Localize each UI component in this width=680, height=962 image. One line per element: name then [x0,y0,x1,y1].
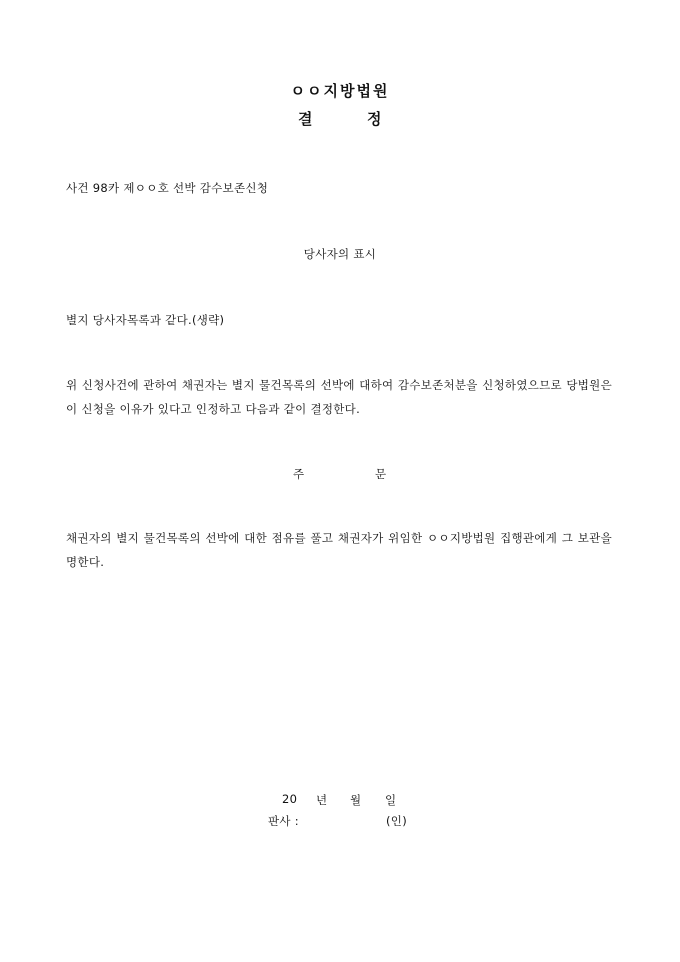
order-heading-char-1: 주 [293,467,305,481]
order-heading-char-2: 문 [375,467,387,481]
document-type-char-2: 정 [367,110,382,128]
date-month-unit: 월 [350,793,362,807]
court-name: ㅇㅇ지방법원 [290,82,390,100]
date-day-unit: 일 [385,793,397,807]
date-year-unit: 년 [316,793,328,807]
parties-heading: 당사자의 표시 [303,247,377,261]
judge-label: 판사 : [268,814,299,828]
case-line: 사건 98카 제ㅇㅇ호 선박 감수보존신청 [66,181,269,195]
reason-paragraph: 위 신청사건에 관하여 채권자는 별지 물건목록의 선박에 대하여 감수보존처분을 신청하였으므로 당법원은 이 신청을 이유가 있다고 인정하고 다음과 같이 결정한다. [66,378,612,416]
judge-seal: (인) [386,814,407,828]
parties-body: 별지 당사자목록과 같다.(생략) [66,313,225,327]
date-year: 20 [282,792,298,806]
document-type-char-1: 결 [298,110,313,128]
order-paragraph: 채권자의 별지 물건목록의 선박에 대한 점유를 풀고 채권자가 위임한 ㅇㅇ지방법원 집행관에게 그 보관을 명한다. [66,531,612,569]
